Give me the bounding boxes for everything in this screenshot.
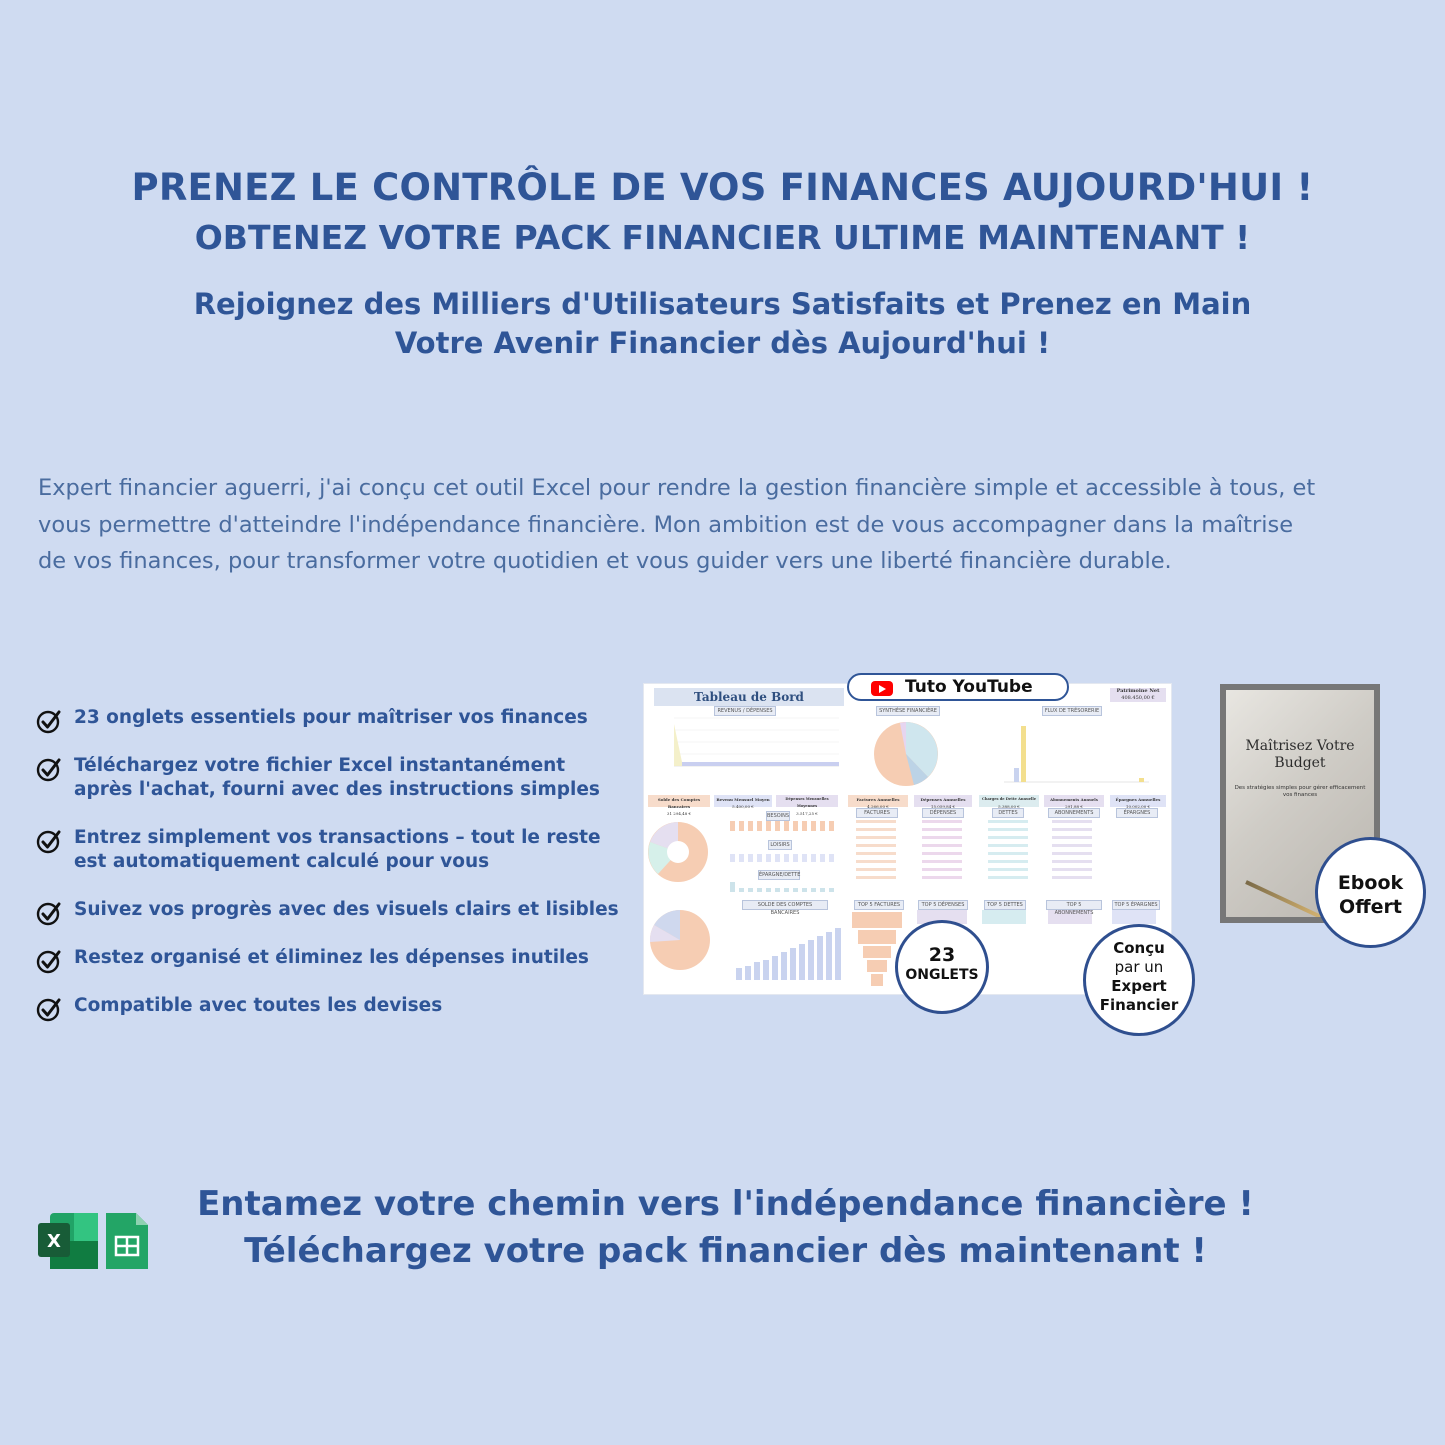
card-label: Charges de Dette Annuelle <box>981 797 1036 801</box>
card-charges <box>979 796 1039 810</box>
feature-item <box>36 706 588 730</box>
intro-line: Expert financier aguerri, j'ai conçu cet outil Excel pour rendre la gestion financière simple et accessible à tous, et <box>38 475 1316 501</box>
intro-line: vous permettre d'atteindre l'indépendance financière. Mon ambition est de vous accompagner dans la maîtrise <box>38 511 1294 538</box>
check-circle-icon <box>36 996 62 1022</box>
budget-donut-chart <box>648 822 708 882</box>
section-label: DÉPENSES <box>922 808 964 818</box>
card-value: 291,88 € <box>1065 804 1083 809</box>
card-label: Solde des Comptes Bancaires <box>657 797 701 809</box>
feature-text: est automatiquement calculé pour vous <box>74 851 490 872</box>
section-label: TOP 5 ÉPARGNES <box>1112 900 1160 910</box>
feature-text: 23 onglets essentiels pour maîtriser vos finances <box>74 707 588 728</box>
card-solde <box>648 796 710 817</box>
card-value: 15.059,84 € <box>930 804 956 809</box>
section-label: TOP 5 DETTES <box>984 900 1026 910</box>
card-depenses <box>776 796 838 817</box>
section-label: REVENUS / DÉPENSES <box>714 706 776 716</box>
feature-text: Compatible avec toutes les devises <box>74 995 443 1016</box>
card-label: Factures Annuelles <box>856 797 900 802</box>
card-epargnes <box>1110 796 1166 810</box>
subtitle-line-2: Votre Avenir Financier dès Aujourd'hui ! <box>394 326 1051 360</box>
flux-bar-chart <box>1004 726 1149 782</box>
secondary-headline: OBTENEZ VOTRE PACK FINANCIER ULTIME MAINTENANT ! <box>194 218 1251 257</box>
check-circle-icon <box>36 828 62 854</box>
card-label: Épargnes Annuelles <box>1115 797 1161 802</box>
onglets-number: 23 <box>928 944 956 966</box>
card-label: Dépenses Mensuelles Moyennes <box>785 797 829 808</box>
section-label: SOLDE DES COMPTES BANCAIRES <box>742 900 828 910</box>
card-value: 31 294,48 € <box>666 811 692 816</box>
solde-bars <box>736 928 841 980</box>
feature-text: Restez organisé et éliminez les dépenses inutiles <box>74 947 589 968</box>
feature-item <box>36 826 601 874</box>
synthese-pie-chart <box>874 722 938 786</box>
youtube-tutorial-badge[interactable] <box>847 673 1069 701</box>
cta-line-1: Entamez votre chemin vers l'indépendance financière ! <box>197 1184 1254 1224</box>
youtube-badge-label: Tuto YouTube <box>905 677 1033 697</box>
card-label: Abonnements Annuels <box>1050 797 1098 802</box>
ebook-title-line: Budget <box>1274 755 1326 771</box>
top-factures-funnel <box>852 912 902 986</box>
loisirs-bars <box>730 854 834 862</box>
onglets-badge <box>895 920 989 1014</box>
check-circle-icon <box>36 756 62 782</box>
card-value: 5.388,00 € <box>998 804 1020 809</box>
section-label: TOP 5 FACTURES <box>854 900 904 910</box>
cta-line-2: Téléchargez votre pack financier dès maintenant ! <box>244 1231 1207 1271</box>
card-label: Patrimoine Net <box>1116 688 1160 694</box>
section-label: FLUX DE TRÉSORERIE <box>1042 706 1102 716</box>
revenus-depenses-chart <box>674 718 839 766</box>
card-value: 3.517,25 € <box>796 811 818 816</box>
ebook-subtitle: Des stratégies simples pour gérer efficacement vos finances <box>1234 785 1366 798</box>
card-abonnements <box>1044 796 1104 810</box>
card-value: 5.400,00 € <box>732 804 754 809</box>
expert-badge-line: Conçu <box>1113 939 1165 957</box>
card-depenses-annuelles <box>914 796 972 810</box>
section-label: TOP 5 ABONNEMENTS <box>1046 900 1102 910</box>
section-label: DETTES <box>992 808 1024 818</box>
check-circle-icon <box>36 708 62 734</box>
ebook-offert-line: Ebook <box>1337 872 1404 894</box>
expert-badge-line: par un <box>1114 958 1164 976</box>
check-circle-icon <box>36 948 62 974</box>
section-label: ÉPARGNE/DETTE <box>759 872 801 878</box>
section-label: FACTURES <box>856 808 898 818</box>
card-revenu <box>714 796 772 810</box>
section-label: SYNTHÈSE FINANCIÈRE <box>876 706 940 716</box>
dashboard-title: Tableau de Bord <box>654 688 844 706</box>
card-value: 10.002,00 € <box>1125 804 1151 809</box>
card-label: Revenu Mensuel Moyen <box>716 797 770 802</box>
ebook-title <box>1226 738 1374 772</box>
check-circle-icon <box>36 900 62 926</box>
main-headline: PRENEZ LE CONTRÔLE DE VOS FINANCES AUJOURD'HUI ! <box>131 166 1314 209</box>
ebook-offert-line: Offert <box>1339 896 1402 918</box>
feature-item <box>36 946 589 970</box>
ebook-offert-badge <box>1315 837 1426 948</box>
feature-text: Entrez simplement vos transactions – tout le reste <box>74 827 601 848</box>
section-label: LOISIRS <box>768 840 792 850</box>
section-label: ÉPARGNES <box>1116 808 1158 818</box>
subtitle-line-1: Rejoignez des Milliers d'Utilisateurs Satisfaits et Prenez en Main <box>193 287 1252 321</box>
solde-pie-chart <box>650 910 710 970</box>
svg-text:X: X <box>47 1231 61 1252</box>
feature-text: Téléchargez votre fichier Excel instantanément <box>74 755 566 776</box>
feature-text: après l'achat, fourni avec des instructions simples <box>74 779 600 800</box>
ebook-title-line: Maîtrisez Votre <box>1245 738 1355 754</box>
card-label: Dépenses Annuelles <box>920 797 966 802</box>
besoins-bars <box>730 821 834 831</box>
intro-paragraph <box>38 470 1428 580</box>
intro-line: de vos finances, pour transformer votre quotidien et vous guider vers une liberté financière durable. <box>38 548 1172 574</box>
card-value: 408.450,00 € <box>1121 695 1155 701</box>
card-factures <box>848 796 908 810</box>
feature-item <box>36 898 619 922</box>
annual-bar-columns <box>856 820 1092 879</box>
expert-badge-line: Financier <box>1099 996 1179 1014</box>
youtube-icon <box>871 681 893 696</box>
section-label: ABONNEMENTS <box>1048 808 1100 818</box>
feature-item <box>36 994 442 1018</box>
onglets-label: ONGLETS <box>905 967 979 983</box>
expert-badge <box>1083 924 1195 1036</box>
section-label: TOP 5 DÉPENSES <box>918 900 968 910</box>
feature-text: Suivez vos progrès avec des visuels clairs et lisibles <box>74 899 619 920</box>
feature-item <box>36 754 600 802</box>
expert-badge-line: Expert <box>1111 977 1167 995</box>
epargne-bars <box>730 882 834 892</box>
section-label: BESOINS <box>767 813 790 819</box>
card-value: 4.266,00 € <box>867 804 889 809</box>
